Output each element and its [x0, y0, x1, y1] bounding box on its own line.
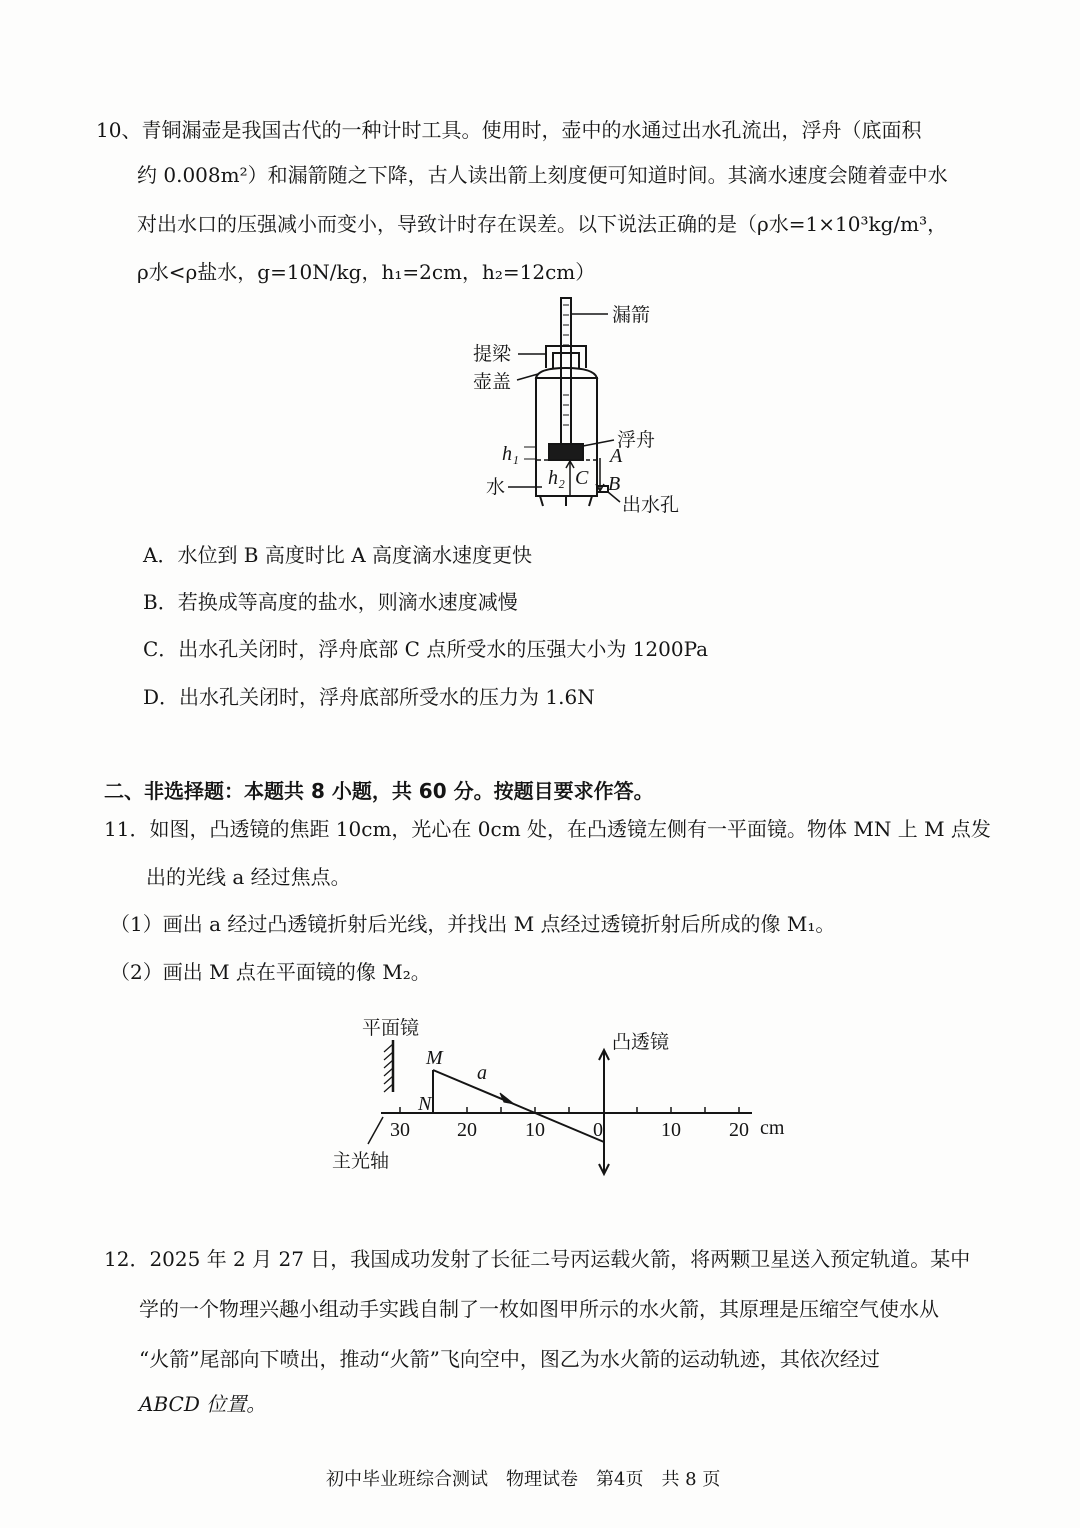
tick-10: 10 — [525, 1119, 545, 1141]
label-N: N — [418, 1093, 432, 1115]
label-B: B — [608, 473, 621, 495]
q11-text-line-1: 11．如图，凸透镜的焦距 10cm，光心在 0cm 处，在凸透镜左侧有一平面镜。物体 MN 上 M 点发 — [104, 817, 991, 841]
label-A: A — [610, 445, 623, 467]
q10-text-line-1: 10、青铜漏壶是我国古代的一种计时工具。使用时，壶中的水通过出水孔流出，浮舟（底面积 — [96, 118, 922, 142]
tick-20: 20 — [457, 1119, 477, 1141]
tick-20-right: 20 — [729, 1119, 749, 1141]
label-arrow: 漏箭 — [612, 304, 651, 326]
section-heading: 二、非选择题：本题共 8 小题，共 60 分。按题目要求作答。 — [104, 779, 654, 803]
label-h1: h₁ — [502, 443, 519, 465]
q12-text-line-1: 12．2025 年 2 月 27 日，我国成功发射了长征二号丙运载火箭，将两颗卫星送入预定轨道。某中 — [104, 1247, 971, 1271]
label-mirror: 平面镜 — [362, 1017, 420, 1039]
label-outlet: 出水孔 — [622, 494, 680, 516]
q12-text-line-4: ABCD 位置。 — [139, 1392, 267, 1416]
q10-text-line-3: 对出水口的压强减小而变小，导致计时存在误差。以下说法正确的是（ρ水=1×10³kg/m³， — [137, 212, 948, 236]
label-a: a — [477, 1062, 487, 1084]
q11-sub-1: （1）画出 a 经过凸透镜折射后光线，并找出 M 点经过透镜折射后所成的像 M₁。 — [110, 912, 836, 936]
tick-10-right: 10 — [661, 1119, 681, 1141]
q10-text-line-4: ρ水<ρ盐水，g=10N/kg，h₁=2cm，h₂=12cm） — [137, 260, 596, 284]
label-boat: 浮舟 — [617, 429, 656, 451]
label-beam: 提梁 — [473, 343, 512, 365]
label-M: M — [426, 1047, 443, 1069]
q12-text-line-3: “火箭”尾部向下喷出，推动“火箭”飞向空中，图乙为水火箭的运动轨迹，其依次经过 — [139, 1347, 880, 1371]
q11-text-line-2: 出的光线 a 经过焦点。 — [146, 865, 351, 889]
vessel — [536, 378, 597, 496]
label-axis: 主光轴 — [332, 1150, 390, 1172]
beam — [546, 346, 586, 368]
option-a: A．水位到 B 高度时比 A 高度滴水速度更快 — [143, 543, 533, 567]
tick-30: 30 — [390, 1119, 410, 1141]
q12-text-line-2: 学的一个物理兴趣小组动手实践自制了一枚如图甲所示的水火箭，其原理是压缩空气使水从 — [139, 1297, 939, 1321]
arrow-rod — [561, 298, 571, 444]
label-h2: h₂ — [548, 467, 565, 489]
q10-text-line-2: 约 0.008m²）和漏箭随之下降，古人读出箭上刻度便可知道时间。其滴水速度会随着壶中水 — [137, 163, 948, 187]
float-boat — [549, 444, 583, 460]
unit-cm: cm — [760, 1117, 785, 1139]
option-c: C．出水孔关闭时，浮舟底部 C 点所受水的压强大小为 1200Pa — [143, 637, 709, 661]
tick-0: 0 — [593, 1119, 603, 1141]
ray-a — [433, 1070, 604, 1142]
lid — [536, 368, 597, 378]
option-b: B．若换成等高度的盐水，则滴水速度减慢 — [143, 590, 518, 614]
label-water: 水 — [486, 476, 506, 498]
page-footer: 初中毕业班综合测试 物理试卷 第4页 共 8 页 — [326, 1469, 721, 1490]
q11-sub-2: （2）画出 M 点在平面镜的像 M₂。 — [110, 960, 431, 984]
label-lid: 壶盖 — [473, 371, 512, 393]
label-lens: 凸透镜 — [612, 1031, 670, 1053]
option-d: D．出水孔关闭时，浮舟底部所受水的压力为 1.6N — [143, 685, 595, 709]
outlet — [597, 486, 608, 492]
label-C: C — [575, 467, 589, 489]
